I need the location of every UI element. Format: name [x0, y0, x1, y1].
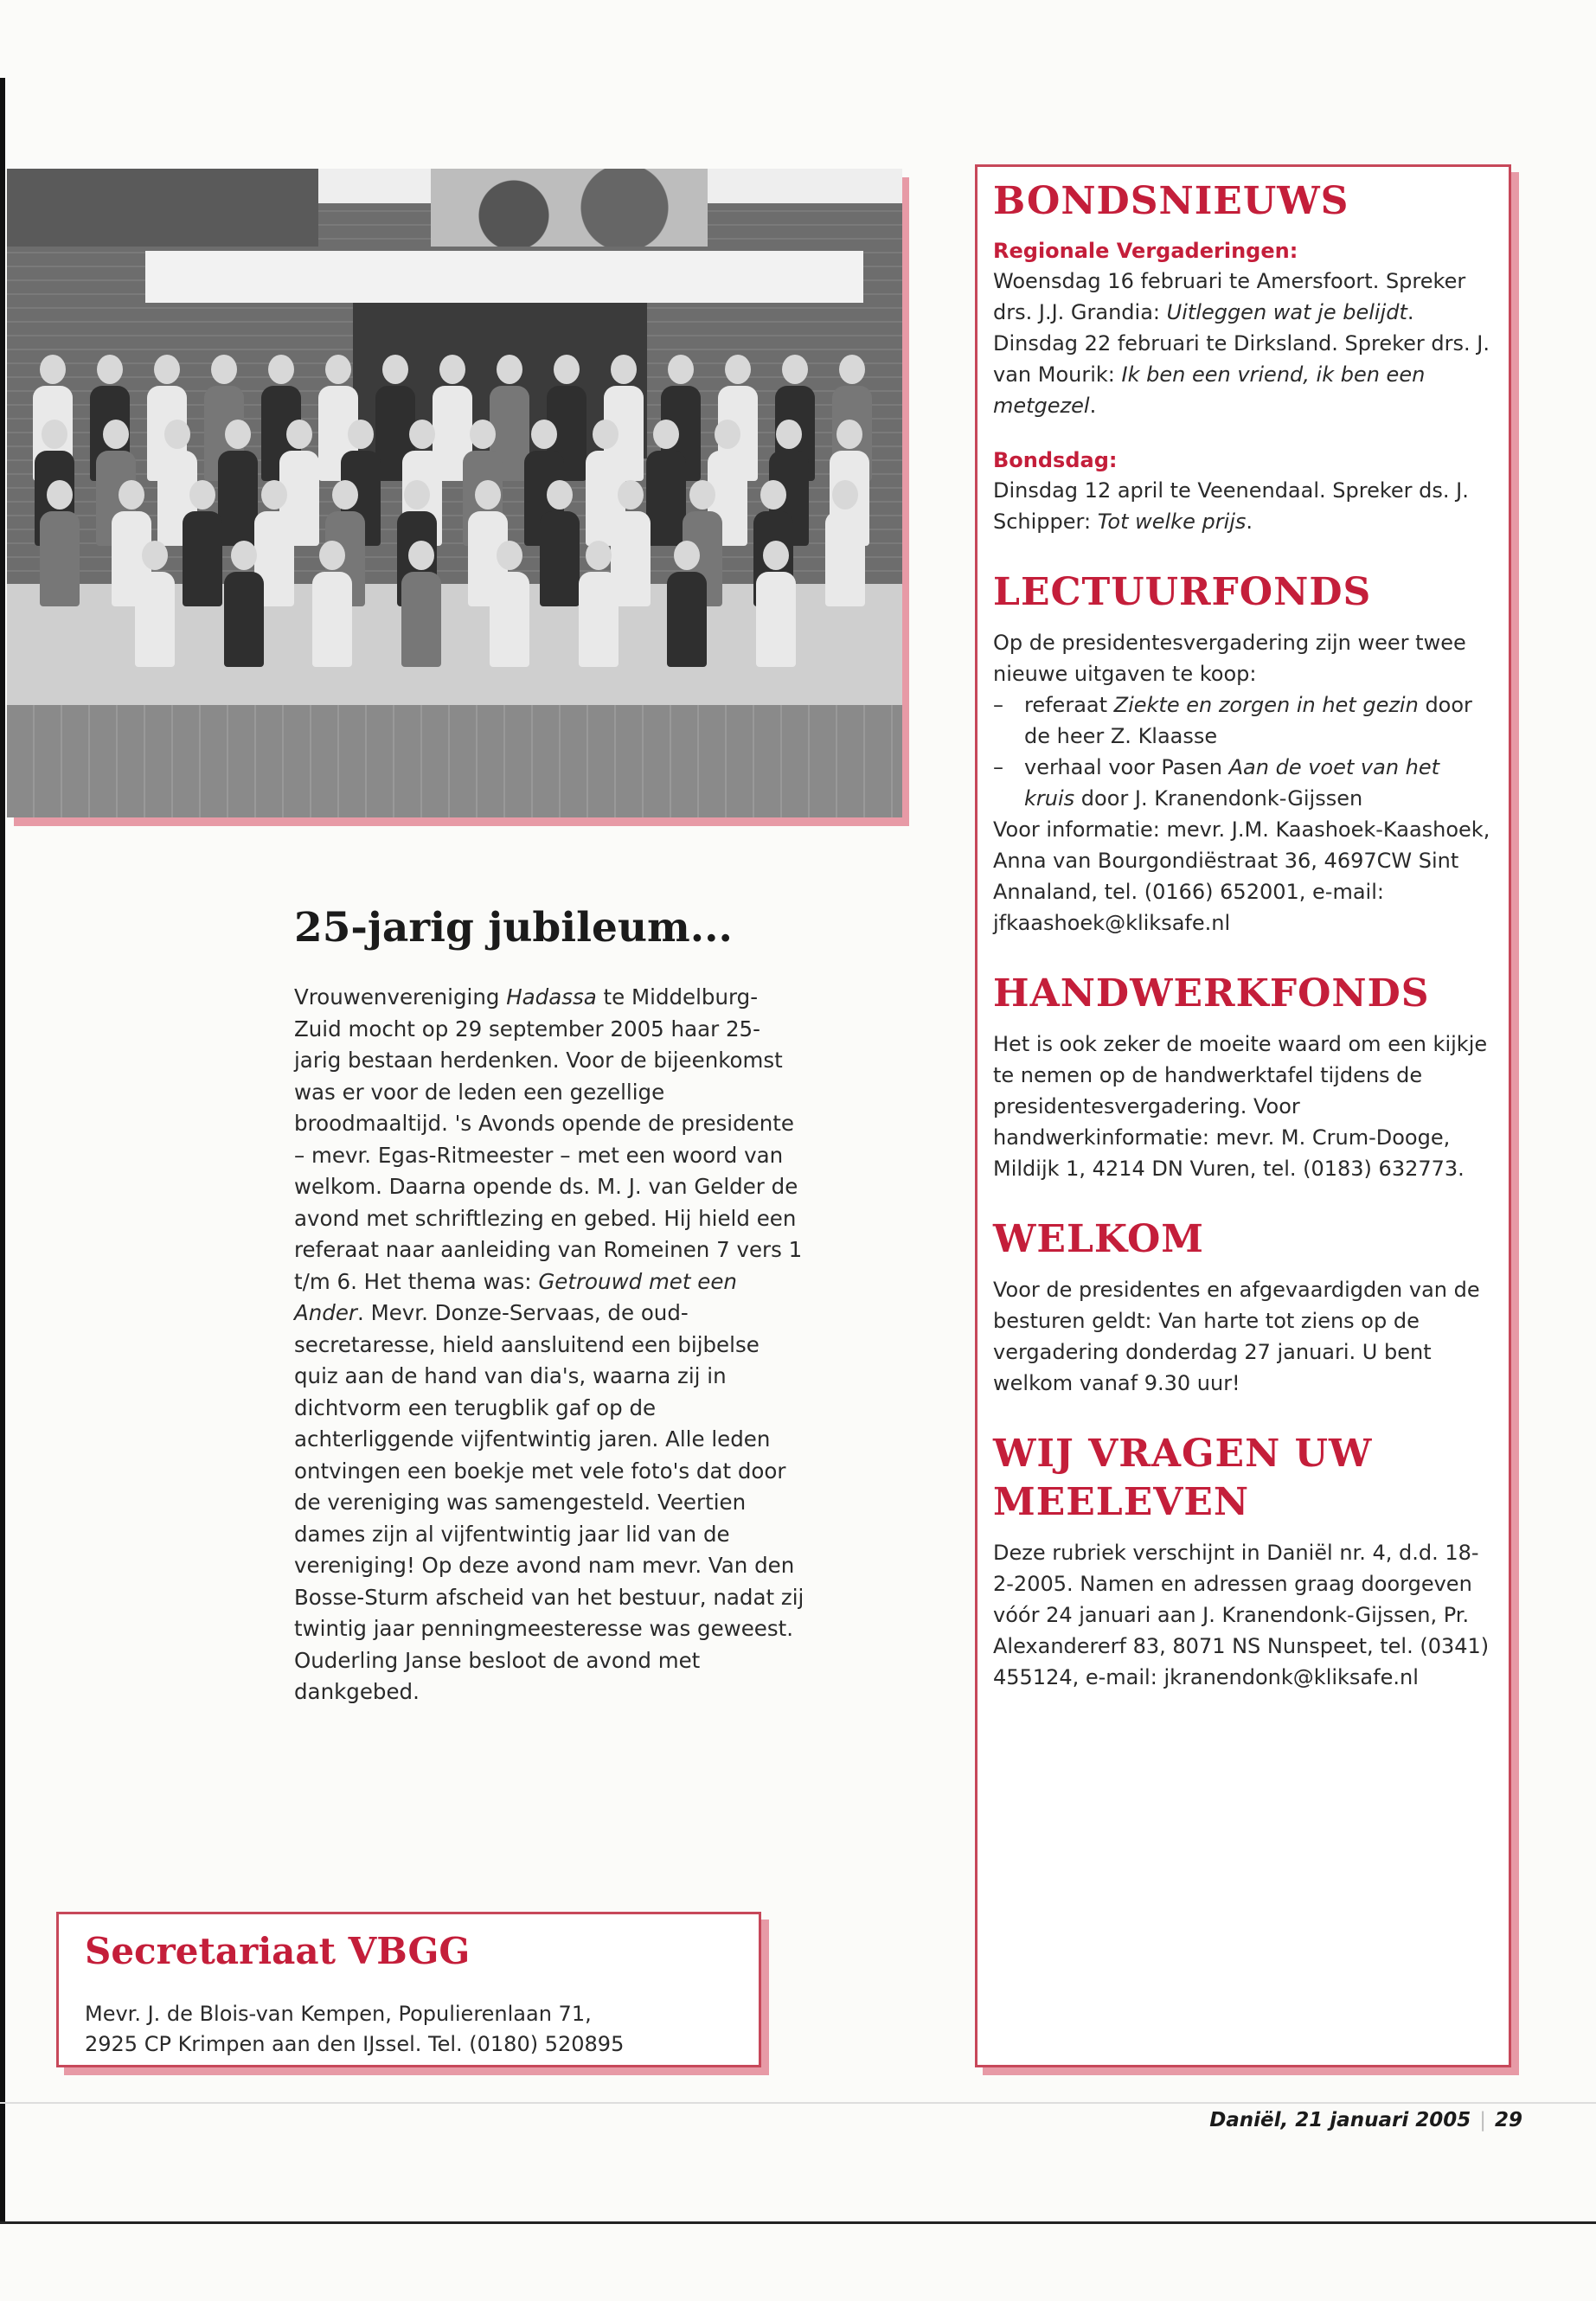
footer-separator: | [1479, 2109, 1486, 2131]
secretariaat-address: Mevr. J. de Blois-van Kempen, Populierenlaan 71, 2925 CP Krimpen aan den IJssel. Tel. (0180) 520895 [85, 2002, 625, 2056]
welkom-text: Voor de presidentes en afgevaardigden van de besturen geldt: Van harte tot ziens op de vergadering donderdag 27 januari. U bent welkom vanaf 9.30 uur! [993, 1278, 1480, 1395]
group-photo [7, 169, 902, 817]
page-footer [1125, 2109, 1522, 2131]
bondsdag-text: Dinsdag 12 april te Veenendaal. Spreker ds. J. Schipper: Tot welke prijs. [993, 478, 1469, 534]
secretariaat-title: Secretariaat VBGG [85, 1930, 471, 1972]
regionale-heading: Regionale Vergaderingen: [993, 239, 1298, 263]
left-margin-rule [0, 78, 5, 2223]
secretariaat-box [56, 1912, 761, 2067]
publication-date: Daniël, 21 januari 2005 [1209, 2109, 1471, 2131]
news-sidebar [975, 164, 1511, 2067]
welkom-heading: WELKOM [993, 1217, 1204, 1261]
regional-meeting-2: Dinsdag 22 februari te Dirksland. Spreker drs. J. van Mourik: Ik ben een vriend, ik ben een metgezel. [993, 331, 1490, 418]
article-body: Vrouwenvereniging Hadassa te Middelburg-Zuid mocht op 29 september 2005 haar 25-jarig bestaan herdenken. Voor de bijeenkomst was er voor de leden een gezellige broodmaaltijd. 's Avonds opende de presidente – mevr. Egas-Ritmeester – met een woord van welkom. Daarna opende ds. M. J. van Gelder de avond met schriftlezing en gebed. Hij hield een referaat naar aanleiding van Romeinen 7 vers 1 t/m 6. Het thema was: Getrouwd met een Ander. Mevr. Donze-Servaas, de oud-secretaresse, hield aansluitend een bijbelse quiz aan de hand van dia's, waarna zij in dichtvorm een terugblik gaf op de achterliggende vijfentwintig jaren. Alle leden ontvingen een boekje met vele foto's dat door de vereniging was samengesteld. Veertien dames zijn al vijfentwintig jaar lid van de vereniging! Op deze avond nam mevr. Van den Bosse-Sturm afscheid van het bestuur, nadat zij twintig jaar penningmeesteresse was geweest. Ouderling Janse besloot de avond met dankgebed. [294, 984, 804, 1704]
page-number: 29 [1494, 2109, 1522, 2131]
lectuurfonds-info: Voor informatie: mevr. J.M. Kaashoek-Kaashoek, Anna van Bourgondiëstraat 36, 4697CW Sint Annaland, tel. (0166) 652001, e-mail: jfkaashoek@kliksafe.nl [993, 817, 1490, 935]
regional-meeting-1: Woensdag 16 februari te Amersfoort. Spreker drs. J.J. Grandia: Uitleggen wat je belijdt. [993, 269, 1466, 324]
list-item: – verhaal voor Pasen Aan de voet van het kruis door J. Kranendonk-Gijssen [993, 755, 1440, 811]
bondsnieuws-heading: BONDSNIEUWS [993, 179, 1349, 223]
bondsdag-heading: Bondsdag: [993, 448, 1118, 472]
meeleven-text: Deze rubriek verschijnt in Daniël nr. 4, d.d. 18-2-2005. Namen en adressen graag doorgeven vóór 24 januari aan J. Kranendonk-Gijssen, Pr. Alexandererf 83, 8071 NS Nunspeet, tel. (0341) 455124, e-mail: jkranendonk@kliksafe.nl [993, 1541, 1490, 1689]
article-title: 25-jarig jubileum... [294, 904, 733, 952]
lectuurfonds-heading: LECTUURFONDS [993, 570, 1372, 614]
lectuurfonds-intro: Op de presidentesvergadering zijn weer twee nieuwe uitgaven te koop: [993, 631, 1466, 686]
bottom-rule [0, 2221, 1596, 2224]
lectuurfonds-list [993, 689, 1495, 814]
handwerkfonds-heading: HANDWERKFONDS [993, 971, 1430, 1016]
meeleven-heading: WIJ VRAGEN UW MEELEVEN [993, 1432, 1373, 1524]
list-item: – referaat Ziekte en zorgen in het gezin door de heer Z. Klaasse [993, 693, 1472, 748]
footer-rule [0, 2102, 1596, 2104]
handwerkfonds-text: Het is ook zeker de moeite waard om een kijkje te nemen op de handwerktafel tijdens de presidentesvergadering. Voor handwerkinformatie: mevr. M. Crum-Dooge, Mildijk 1, 4214 DN Vuren, tel. (0183) 632773. [993, 1032, 1488, 1181]
